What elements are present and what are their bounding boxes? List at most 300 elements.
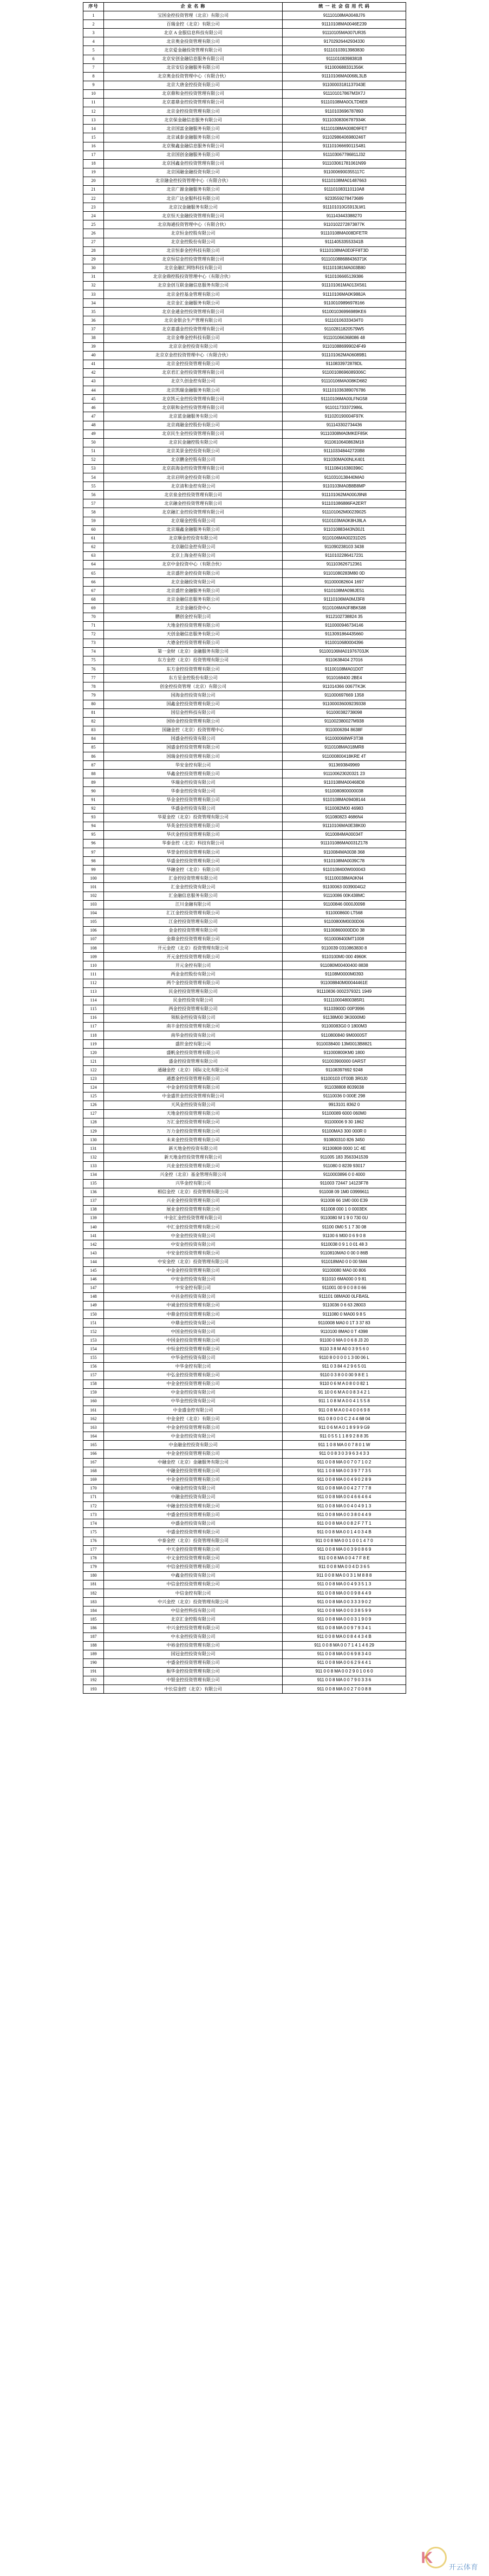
table-row [83,892,406,900]
cell-company-name: 中国金控投资有限公司 [104,1328,283,1336]
cell-index: 21 [83,185,104,194]
cell-company-name: 北京诚泰金融服务有限公司 [104,133,283,142]
cell-index: 187 [83,1632,104,1641]
cell-index: 112 [83,979,104,987]
cell-credit-code: 91100 0M0 5 1 7 30 08 [283,1223,406,1232]
cell-index: 186 [83,1624,104,1632]
cell-index: 81 [83,708,104,717]
cell-company-name: 新天地金控投资管理有限公司 [104,1153,283,1162]
cell-credit-code: 9110080800000038 [283,787,406,796]
cell-index: 54 [83,473,104,482]
table-row [83,1528,406,1537]
cell-credit-code: 911 0 0 8 MA 0 0 2 9 0 1 0 6 0 [283,1667,406,1676]
cell-index: 182 [83,1589,104,1598]
table-row [83,1354,406,1362]
table-row [83,1301,406,1310]
cell-credit-code: 91100MA3 300 000R 0 [283,1127,406,1136]
cell-credit-code: 911 0 0 8 MA 0 0 6 2 9 4 4 1 [283,1658,406,1667]
cell-index: 30 [83,264,104,272]
table-row [83,1667,406,1676]
cell-index: 153 [83,1336,104,1345]
cell-company-name: 北京瑞金控股有限公司 [104,517,283,525]
cell-company-name: 北京蓝金融服务有限公司 [104,412,283,421]
cell-index: 133 [83,1162,104,1170]
cell-index: 91 [83,796,104,804]
cell-company-name: 中信金控有限公司 [104,1589,283,1598]
cell-credit-code: 91100108MA01D0T [283,665,406,674]
cell-index: 68 [83,595,104,604]
cell-company-name: 国海金控投资有限公司 [104,691,283,700]
cell-index: 136 [83,1188,104,1196]
cell-company-name: 中天金控投资管理有限公司 [104,1545,283,1554]
cell-company-name: 万力金控投资管理有限公司 [104,1127,283,1136]
cell-company-name: 国盛金控投资有限公司 [104,734,283,743]
cell-credit-code: 911 0 3 84 4 2 9 6 5 01 [283,1362,406,1371]
cell-credit-code: 9110108MA098JE51 [283,587,406,595]
cell-index: 78 [83,682,104,691]
table-row [83,761,406,770]
cell-company-name: 兴金控（北京）基金管理有限公司 [104,1170,283,1179]
cell-credit-code: 9110168400 2BE4 [283,674,406,682]
cell-company-name: 北京汉金融服务有限公司 [104,203,283,212]
table-row [83,900,406,909]
cell-credit-code: 91110106MA0MJ3F8 [283,595,406,604]
cell-index: 12 [83,107,104,116]
cell-index: 148 [83,1292,104,1301]
cell-credit-code: 9113091864435660 [283,630,406,639]
cell-company-name: 中长信金控（北京）有限公司 [104,1685,283,1694]
table-row [83,1423,406,1432]
cell-credit-code: 911090238103 3438 [283,543,406,551]
cell-credit-code: 91102986406980246T [283,133,406,142]
cell-credit-code: 91103900D 00P3996 [283,1005,406,1013]
cell-credit-code: 911101061MA013X561 [283,282,406,290]
table-row [83,55,406,63]
cell-company-name: 宝国金控投资管理（北京）有限公司 [104,11,283,20]
cell-company-name: 中金盛金控有限公司 [104,1406,283,1415]
table-row [83,308,406,316]
table-row [83,587,406,595]
cell-index: 103 [83,900,104,909]
cell-company-name: 中金金控投资管理有限公司 [104,1083,283,1092]
cell-index: 171 [83,1493,104,1502]
table-row [83,1258,406,1266]
cell-credit-code: 91100003181137043E [283,81,406,89]
table-row [83,378,406,386]
cell-credit-code: 911103067786811J32 [283,151,406,159]
cell-company-name: 北京金银会生产管理有限公司 [104,316,283,325]
table-row [83,778,406,787]
cell-index: 101 [83,883,104,892]
cell-index: 57 [83,499,104,508]
table-row [83,456,406,464]
table-row [83,987,406,996]
cell-credit-code: 911001036996989KE6 [283,308,406,316]
table-row [83,1336,406,1345]
cell-index: 176 [83,1537,104,1545]
table-row [83,770,406,778]
cell-index: 85 [83,743,104,752]
cell-credit-code: 9110103MA0B8B8MP [283,482,406,491]
cell-credit-code: 91110836 0002379321 1949 [283,987,406,996]
table-row [83,569,406,578]
cell-index: 170 [83,1484,104,1493]
table-row [83,604,406,613]
cell-index: 135 [83,1179,104,1188]
table-row [83,613,406,621]
table-row [83,438,406,447]
table-row [83,996,406,1005]
cell-index: 121 [83,1057,104,1066]
column-header-company-name: 企 业 名 称 [104,3,283,11]
cell-company-name: 大德金控投资管理有限公司 [104,639,283,647]
cell-credit-code: 9110100 8MA0 0 T 4398 [283,1328,406,1336]
table-row [83,1685,406,1694]
cell-credit-code: 9110106MA0F8BK588 [283,604,406,613]
table-row [83,342,406,351]
cell-company-name: 华泰金控投资有限公司 [104,787,283,796]
cell-credit-code: 91110308306787934K [283,116,406,125]
cell-company-name: 华泰金控（北京）科技有限公司 [104,840,283,848]
cell-credit-code: 91100103 0T00B 3R0J0 [283,1075,406,1083]
cell-credit-code: 91110108MA008D9FET [283,125,406,133]
cell-company-name: 北京爱金融投资管理有限公司 [104,46,283,55]
cell-credit-code: 91110108MA0048J76 [283,11,406,20]
cell-index: 120 [83,1049,104,1057]
cell-credit-code: 91702926442934330 [283,37,406,46]
cell-company-name: 汇金控投资管理有限公司 [104,874,283,883]
table-row [83,1022,406,1031]
cell-index: 140 [83,1223,104,1232]
table-row [83,551,406,560]
table-row [83,813,406,822]
table-row [83,525,406,534]
cell-credit-code: 9112102738824 35 [283,613,406,621]
cell-credit-code: 9110833972878DL [283,360,406,368]
cell-index: 93 [83,813,104,822]
cell-credit-code: 911000697669 1358 [283,691,406,700]
cell-index: 169 [83,1475,104,1484]
cell-company-name: 北京金控投资管理有限公司 [104,360,283,368]
table-row [83,1092,406,1101]
cell-credit-code: 911 0 0 8 MA 0 0 0 3 1 9 0 9 [283,1615,406,1624]
cell-index: 190 [83,1658,104,1667]
cell-credit-code: 91100080 MA0 00 806 [283,1266,406,1275]
cell-company-name: 北京嘉盛金控投资管理有限公司 [104,325,283,334]
cell-index: 19 [83,168,104,177]
cell-index: 143 [83,1249,104,1258]
cell-company-name: 北京 A 金服信息科技有限公司 [104,29,283,37]
cell-credit-code: 91100106MA01976703JK [283,647,406,656]
cell-credit-code: 91110106669011S481 [283,142,406,151]
cell-company-name: 中盛金控投资管理有限公司 [104,1528,283,1537]
cell-company-name: 北京金融汇网络科技有限公司 [104,264,283,272]
cell-index: 188 [83,1641,104,1650]
cell-index: 86 [83,752,104,761]
table-row [83,804,406,813]
cell-index: 116 [83,1013,104,1022]
table-row [83,212,406,220]
table-row [83,1292,406,1301]
cell-credit-code: 9913101 8362 0 [283,1101,406,1109]
cell-index: 37 [83,325,104,334]
cell-credit-code: 911140533553341B [283,238,406,246]
cell-company-name: 北京恒信金控投资管理有限公司 [104,255,283,264]
cell-index: 27 [83,238,104,246]
cell-company-name: 天风金控投资有限公司 [104,1101,283,1109]
cell-index: 177 [83,1545,104,1554]
cell-index: 8 [83,72,104,81]
cell-credit-code: 91110106MA008KD682 [283,378,406,386]
cell-index: 40 [83,351,104,360]
table-row [83,691,406,700]
cell-index: 191 [83,1667,104,1676]
cell-company-name: 北京恒金控股有限公司 [104,229,283,238]
cell-credit-code: 911005 183 3563341539 [283,1153,406,1162]
table-row [83,508,406,517]
cell-credit-code: 91100063 0039004G2 [283,883,406,892]
cell-company-name: 中安金控投资管理有限公司 [104,1249,283,1258]
cell-credit-code: 91100006 9 30 1862 [283,1118,406,1127]
cell-index: 189 [83,1650,104,1658]
cell-index: 98 [83,857,104,866]
cell-index: 123 [83,1075,104,1083]
cell-company-name: 相信金控（北京）投资管理有限公司 [104,1188,283,1196]
table-row [83,1240,406,1249]
table-row [83,1319,406,1328]
cell-index: 146 [83,1275,104,1284]
cell-credit-code: 911 0 0 8 MA 0 0 8 4 4 3 4 B [283,1632,406,1641]
cell-index: 95 [83,830,104,839]
cell-company-name: 北京金控股份有限公司 [104,238,283,246]
cell-company-name: 中金金控投资有限公司 [104,1432,283,1441]
cell-index: 172 [83,1502,104,1511]
table-row [83,1362,406,1371]
cell-company-name: 北京联和金控投资管理有限公司 [104,404,283,412]
cell-credit-code: 911 1 0 8 MA 0 0 3 9 7 7 3 5 [283,1467,406,1475]
cell-credit-code: 9110039 0310863830 8 [283,944,406,953]
cell-index: 28 [83,246,104,255]
cell-index: 183 [83,1598,104,1606]
cell-credit-code: 9110084MA00034T [283,830,406,839]
cell-index: 5 [83,46,104,55]
cell-credit-code: 911100623020321 23 [283,770,406,778]
cell-company-name: 未来金控投资管理有限公司 [104,1136,283,1144]
table-head [83,3,406,11]
table-row [83,404,406,412]
cell-index: 22 [83,194,104,203]
table-row [83,630,406,639]
cell-company-name: 北京君汇金控投资管理有限公司 [104,368,283,377]
cell-credit-code: 9110006394 8638F [283,726,406,734]
cell-credit-code: 911108416380396C [283,464,406,473]
cell-company-name: 北京瑞鑫金融服务有限公司 [104,525,283,534]
cell-index: 4 [83,37,104,46]
table-row [83,918,406,926]
table-row [83,1519,406,1528]
cell-company-name: 中华金控投资有限公司 [104,1397,283,1406]
cell-company-name: 中融金控投资有限公司 [104,1493,283,1502]
cell-index: 35 [83,308,104,316]
cell-credit-code: 911000688331356K [283,63,406,72]
table-row [83,1606,406,1615]
table-row [83,99,406,107]
table-row [83,29,406,37]
cell-credit-code: 911101088688436371K [283,255,406,264]
cell-company-name: 北京国富金融服务有限公司 [104,125,283,133]
cell-company-name: 华安金控有限公司 [104,761,283,770]
table-row [83,1109,406,1118]
cell-index: 111 [83,970,104,979]
cell-credit-code: 911001 00 9 0 0 8 0 66 [283,1284,406,1292]
cell-credit-code: 911010886999024F49 [283,342,406,351]
cell-credit-code: 911008840M00044461E [283,979,406,987]
cell-credit-code: 911014366 0067TK3K [283,682,406,691]
cell-credit-code: 911101086MA0031Z178 [283,840,406,848]
cell-index: 83 [83,726,104,734]
cell-index: 43 [83,378,104,386]
cell-credit-code: 911003900000 0ARST [283,1057,406,1066]
table-row [83,1232,406,1240]
cell-company-name: 北京保金融信息服务有限公司 [104,116,283,125]
cell-index: 115 [83,1005,104,1013]
cell-index: 137 [83,1196,104,1205]
cell-company-name: 中恒金控投资管理有限公司 [104,1345,283,1354]
cell-credit-code: 9110102286417231 [283,551,406,560]
cell-index: 161 [83,1406,104,1415]
cell-company-name: 北京民生金控投资管理有限公司 [104,430,283,438]
cell-credit-code: 9110038 0 9 1 0 01 48 3 [283,1240,406,1249]
cell-credit-code: 911 0 0 8 MA 0 0 4 2 7 7 7 8 [283,1484,406,1493]
cell-credit-code: 9110106MA00231D2S [283,534,406,543]
table-row [83,1641,406,1650]
cell-credit-code: 9110108MA00468D8 [283,778,406,787]
cell-company-name: 中融金控投资有限公司 [104,1484,283,1493]
cell-credit-code: 911020190004F97K [283,412,406,421]
cell-credit-code: 9110638404 27016 [283,656,406,665]
cell-credit-code: 91100 6 M00 0 6 9 0 8 [283,1232,406,1240]
cell-company-name: 中金金控投资有限公司 [104,1388,283,1397]
cell-company-name: 北京鼎和金控投资管理有限公司 [104,89,283,98]
table-row [83,1441,406,1449]
cell-index: 16 [83,142,104,151]
cell-company-name: 北京安信金融服务有限公司 [104,63,283,72]
cell-company-name: 汇江金控投资管理有限公司 [104,909,283,918]
table-row [83,151,406,159]
cell-index: 25 [83,220,104,229]
cell-index: 155 [83,1354,104,1362]
cell-company-name: 百瑞金控（北京）有限公司 [104,20,283,29]
cell-company-name: 通融金控（北京）国际文化有限公司 [104,1066,283,1075]
cell-index: 50 [83,438,104,447]
table-row [83,822,406,830]
cell-index: 74 [83,647,104,656]
cell-index: 36 [83,316,104,325]
table-row [83,1162,406,1170]
cell-company-name: 北京凯元金控投资管理有限公司 [104,395,283,404]
table-row [83,299,406,308]
cell-company-name: 中融金控（北京）金融服务有限公司 [104,1458,283,1467]
table-row [83,1502,406,1511]
cell-credit-code: 911030MA00NLK401 [283,456,406,464]
cell-credit-code: 911010883443N30J1 [283,525,406,534]
cell-credit-code: 911101017867M3X7J [283,89,406,98]
table-row [83,1658,406,1667]
table-row [83,1328,406,1336]
table-row [83,1380,406,1388]
cell-credit-code: 911011733372986L [283,404,406,412]
cell-credit-code: 9110 8 0 0 0 0 1 3 00 06 L [283,1354,406,1362]
cell-index: 178 [83,1554,104,1563]
cell-credit-code: 9110108MA0039C78 [283,857,406,866]
cell-credit-code: 9111080 0 MA00 9 8 5 [283,1310,406,1319]
table-row [83,1005,406,1013]
table-row [83,1580,406,1589]
cell-index: 26 [83,229,104,238]
cell-index: 38 [83,334,104,342]
cell-company-name: 民金控投资有限公司 [104,996,283,1005]
cell-company-name: 南丰金控投资管理有限公司 [104,1022,283,1031]
cell-credit-code: 911 0 8 0 0 0 C 2 4 4 68 04 [283,1415,406,1423]
cell-credit-code: 9110038400 13M0013B8821 [283,1040,406,1049]
cell-company-name: 开元金控（北京）投资管理有限公司 [104,944,283,953]
column-header-credit-code: 统 一 社 会 信 用 代 码 [283,3,406,11]
cell-company-name: 中华金控投资有限公司 [104,1354,283,1362]
cell-credit-code: 911110004800385R1 [283,996,406,1005]
cell-index: 144 [83,1258,104,1266]
cell-company-name: 北京恒天金融投资管理有限公司 [104,212,283,220]
cell-credit-code: 911 0 6 M A 0 1 8 9 9 9 G9 [283,1423,406,1432]
table-row [83,125,406,133]
cell-credit-code: 91110106MA00LFNG58 [283,395,406,404]
table-row [83,857,406,866]
cell-index: 79 [83,691,104,700]
cell-company-name: 民金控投资管理有限公司 [104,987,283,996]
cell-company-name: 北京金通金控投资管理有限公司 [104,308,283,316]
cell-company-name: 中兴金控投资管理有限公司 [104,1624,283,1632]
table-row [83,229,406,238]
cell-index: 24 [83,212,104,220]
cell-company-name: 国融金控（北京）投资管理中心 [104,726,283,734]
table-row [83,1406,406,1415]
cell-index: 173 [83,1511,104,1519]
cell-credit-code: 9110080 M 1 9 0 730 0U [283,1214,406,1223]
table-row [83,72,406,81]
cell-index: 192 [83,1676,104,1685]
column-header-index: 序号 [83,3,104,11]
cell-company-name: 华誉金控投资管理有限公司 [104,848,283,857]
cell-company-name: 北京启明金控投资有限公司 [104,473,283,482]
cell-index: 32 [83,282,104,290]
cell-index: 72 [83,630,104,639]
cell-company-name: 华瑞金控投资有限公司 [104,778,283,787]
table-row [83,1493,406,1502]
cell-index: 47 [83,412,104,421]
cell-index: 105 [83,918,104,926]
cell-company-name: 北京上海金控有限公司 [104,551,283,560]
cell-credit-code: 911 1 0 8 M A 0 0 4 1 5 5 8 [283,1397,406,1406]
cell-company-name: 中文金控投资管理有限公司 [104,1554,283,1563]
cell-credit-code: 9110103MA0K8HJ8LA [283,517,406,525]
cell-index: 149 [83,1301,104,1310]
table-row [83,743,406,752]
cell-index: 131 [83,1144,104,1153]
table-row [83,421,406,430]
cell-index: 52 [83,456,104,464]
cell-company-name: 北京金控基金管理有限公司 [104,290,283,299]
cell-company-name: 南华金控投资有限公司 [104,1031,283,1040]
table-row [83,1571,406,1580]
